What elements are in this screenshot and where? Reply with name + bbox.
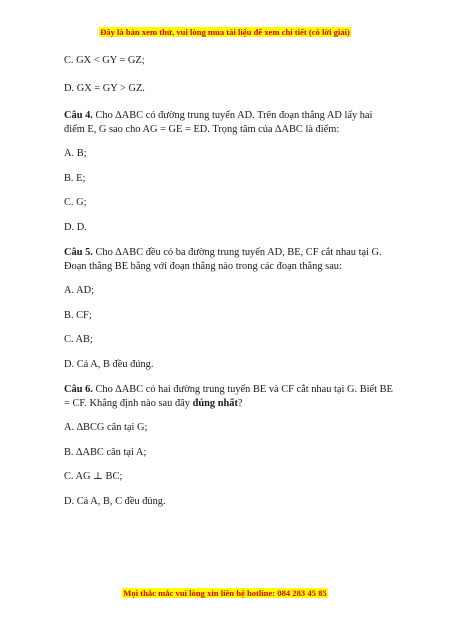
question-6-text: Cho ∆ABC có hai đường trung tuyến BE và CF cắt nhau tại G. Biết BE = CF. Khẳng định nào sau đây [64, 384, 393, 409]
header-notice-text: Đây là bản xem thử, vui lòng mua tài liệu để xem chi tiết (có lời giải) [100, 27, 350, 37]
q4-option-c: C. G; [64, 197, 87, 208]
q5-option-d: D. Cả A, B đều đúng. [64, 358, 154, 370]
question-5-label: Câu 5. [64, 247, 93, 258]
prev-option-d: D. GX = GY > GZ. [64, 82, 145, 94]
question-4-label: Câu 4. [64, 110, 93, 121]
q5-option-a: A. AD; [64, 285, 95, 296]
q4-option-d: D. D. [64, 221, 87, 233]
q5-option-c: C. AB; [64, 334, 93, 345]
q6-option-a: A. ∆BCG cân tại G; [64, 422, 148, 433]
question-6-text-end: ? [237, 397, 243, 409]
question-6-emphasis: đúng nhất [192, 397, 238, 409]
q4-option-b: B. E; [64, 172, 86, 184]
q4-option-a: A. B; [64, 148, 87, 159]
question-5-text: Cho ∆ABC đều có ba đường trung tuyến AD, BE, CF cắt nhau tại G. Đoạn thẳng BE bằng với đoạn thẳng nào trong các đoạn thẳng sau: [64, 247, 382, 272]
prev-option-c: C. GX < GY = GZ; [64, 55, 145, 66]
question-6-label: Câu 6. [64, 384, 93, 395]
q6-option-d: D. Cả A, B, C đều đúng. [64, 495, 166, 507]
document-body [64, 54, 394, 508]
question-4-text: Cho ∆ABC có đường trung tuyến AD. Trên đoạn thẳng AD lấy hai điểm E, G sao cho AG = GE = ED. Trọng tâm của ∆ABC là điểm: [64, 110, 373, 135]
footer-notice [0, 588, 450, 598]
question-4 [64, 109, 394, 136]
q6-option-b: B. ∆ABC cân tại A; [64, 446, 147, 458]
question-5 [64, 246, 394, 273]
q6-option-c: C. AG ⊥ BC; [64, 471, 123, 482]
q5-option-b: B. CF; [64, 309, 92, 321]
footer-notice-text: Mọi thắc mắc vui lòng xin liên hệ hotline: 084 283 45 85 [123, 588, 327, 598]
question-6 [64, 383, 394, 410]
header-notice [0, 27, 450, 37]
